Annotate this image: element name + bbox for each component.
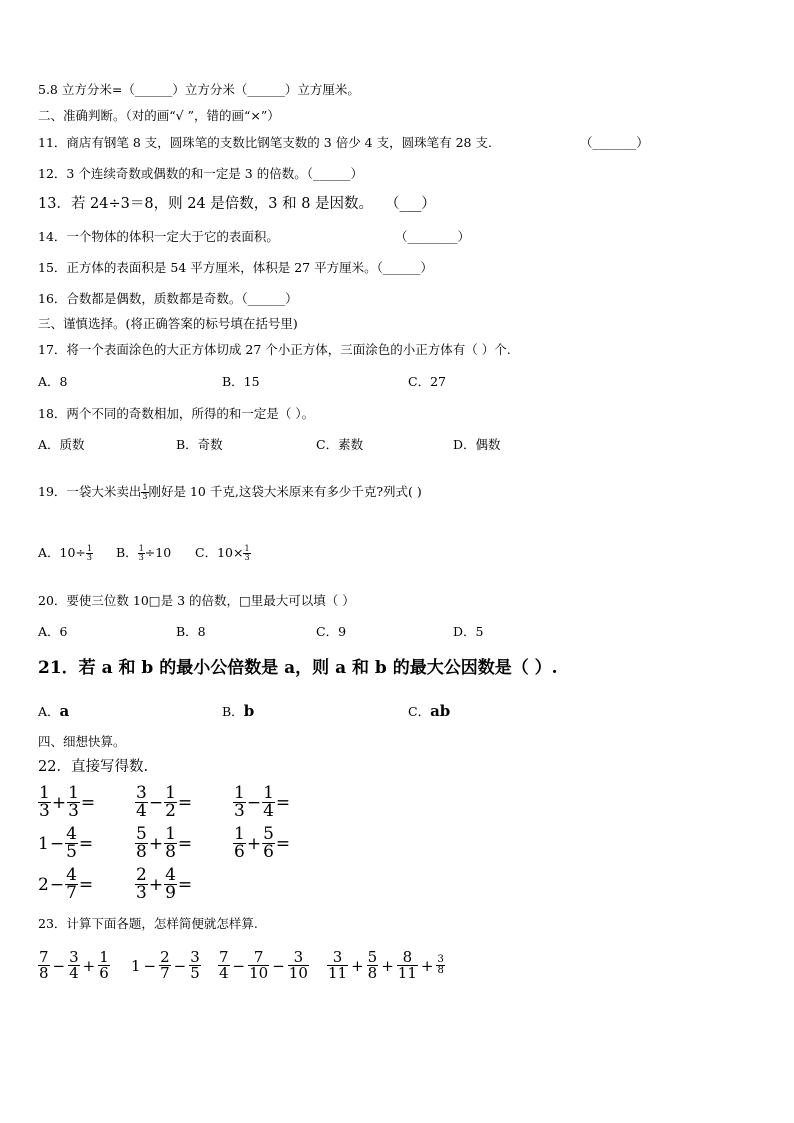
q20-option-c[interactable]: C．9 <box>316 624 347 639</box>
q17-option-b[interactable]: B．15 <box>222 374 260 389</box>
q19-text-pre: 19．一袋大米卖出 <box>38 484 142 499</box>
section-3-title: 三、谨慎选择。(将正确答案的标号填在括号里) <box>38 316 298 331</box>
operator: − <box>49 833 65 854</box>
fraction: $\frac{1}{2}$ <box>165 783 176 821</box>
q20-text: 20．要使三位数 10□是 3 的倍数，□里最大可以填（ ） <box>38 593 355 608</box>
equals-sign: = <box>275 792 291 813</box>
fraction: $\frac{1}{6}$ <box>234 824 245 862</box>
q22-expression[interactable] <box>135 867 193 902</box>
fraction: $\frac{4}{7}$ <box>66 865 77 903</box>
q22-expression[interactable] <box>135 826 193 861</box>
fraction: $\frac{7}{10}$ <box>249 948 269 982</box>
q20-option-d[interactable]: D．5 <box>453 624 484 639</box>
q19-fraction: $\frac{1}{3}$ <box>142 483 148 501</box>
q19-text-post: 刚好是 10 千克,这袋大米原来有多少千克?列式( ) <box>148 484 422 499</box>
q13-text: 13．若 24÷3＝8，则 24 是倍数，3 和 8 是因数。 <box>38 196 374 212</box>
operator: − <box>246 792 262 813</box>
equals-sign: = <box>177 874 193 895</box>
fraction: $\frac{5}{8}$ <box>136 824 147 862</box>
whole-number: 1 <box>38 833 49 854</box>
fraction: $\frac{7}{4}$ <box>219 948 229 982</box>
q18-option-d[interactable]: D．偶数 <box>453 437 501 452</box>
equals-sign: = <box>78 833 94 854</box>
q22-expression[interactable] <box>233 785 291 820</box>
operator: − <box>148 792 164 813</box>
q21-option-a[interactable]: A．a <box>38 702 70 720</box>
q17-text: 17．将一个表面涂色的大正方体切成 27 个小正方体，三面涂色的小正方体有（ ）个. <box>38 342 511 357</box>
q16-text: 16．合数都是偶数，质数都是奇数。（______） <box>38 291 298 306</box>
operator: + <box>148 833 164 854</box>
fraction: $\frac{5}{6}$ <box>263 824 274 862</box>
fraction: $\frac{3}{5}$ <box>190 948 200 982</box>
q18-text: 18．两个不同的奇数相加，所得的和一定是（ ）。 <box>38 406 315 421</box>
fraction: $\frac{2}{7}$ <box>160 948 170 982</box>
q14-text: 14．一个物体的体积一定大于它的表面积。 <box>38 229 279 244</box>
whole-number: 2 <box>38 874 49 895</box>
q22-expression[interactable] <box>38 826 94 861</box>
fraction: $\frac{3}{10}$ <box>288 948 308 982</box>
operator: + <box>420 956 434 975</box>
equals-sign: = <box>275 833 291 854</box>
q22-expression[interactable] <box>38 867 94 902</box>
fraction: $\frac{3}{4}$ <box>136 783 147 821</box>
q19-option-a[interactable]: A．10÷ $\frac{1}{3}$ <box>38 544 93 562</box>
q23-text: 23．计算下面各题，怎样简便就怎样算. <box>38 916 258 931</box>
fraction: $\frac{1}{3}$ <box>39 783 50 821</box>
q20-option-a[interactable]: A．6 <box>38 624 68 639</box>
fraction: $\frac{1}{8}$ <box>165 824 176 862</box>
operator: + <box>51 792 67 813</box>
q14-blank[interactable]: （________） <box>395 229 471 244</box>
operator: − <box>173 956 187 975</box>
q21-option-b[interactable]: B．b <box>222 702 255 720</box>
operator: + <box>148 874 164 895</box>
fraction: $\frac{4}{9}$ <box>165 865 176 903</box>
q10-tail: 5.8 立方分米=（______）立方分米（______）立方厘米。 <box>38 82 360 97</box>
equals-sign: = <box>177 833 193 854</box>
fraction: $\frac{1}{4}$ <box>263 783 274 821</box>
fraction: $\frac{1}{3}$ <box>234 783 245 821</box>
operator: + <box>82 956 96 975</box>
q19-option-b[interactable]: B． $\frac{1}{3}$ ÷10 <box>116 544 172 562</box>
fraction: $\frac{3}{4}$ <box>69 948 79 982</box>
fraction: $\frac{2}{3}$ <box>136 865 147 903</box>
q21-option-c[interactable]: C．ab <box>408 702 451 720</box>
q18-option-a[interactable]: A．质数 <box>38 437 85 452</box>
operator: − <box>143 956 157 975</box>
q22-expression[interactable] <box>135 785 193 820</box>
operator: + <box>351 956 364 975</box>
q23-expression[interactable] <box>38 950 110 981</box>
fraction: $\frac{3}{11}$ <box>328 948 348 982</box>
whole-number: 1 <box>131 956 141 975</box>
q19-option-c[interactable]: C．10× $\frac{1}{3}$ <box>195 544 250 562</box>
q22-expression[interactable] <box>38 785 96 820</box>
q18-option-c[interactable]: C．素数 <box>316 437 364 452</box>
q22-text: 22．直接写得数. <box>38 759 149 775</box>
operator: − <box>52 956 66 975</box>
section-2-title: 二、准确判断。（对的画“√ ”，错的画“×”） <box>38 108 280 123</box>
equals-sign: = <box>78 874 94 895</box>
operator: − <box>49 874 65 895</box>
operator: + <box>246 833 262 854</box>
q17-option-a[interactable]: A．8 <box>38 374 68 389</box>
q11-blank[interactable]: （_______） <box>580 135 649 150</box>
fraction: $\frac{3}{8}$ <box>437 954 444 976</box>
operator: + <box>381 956 394 975</box>
operator: − <box>272 956 285 975</box>
q15-text: 15．正方体的表面积是 54 平方厘米，体积是 27 平方厘米。（______） <box>38 260 433 275</box>
fraction: $\frac{5}{8}$ <box>367 948 378 982</box>
fraction: $\frac{7}{8}$ <box>39 948 49 982</box>
q23-expression[interactable] <box>218 950 309 981</box>
q22-expression[interactable] <box>233 826 291 861</box>
q13-blank[interactable]: （___） <box>385 196 436 212</box>
fraction: $\frac{1}{6}$ <box>99 948 109 982</box>
q11-text: 11．商店有钢笔 8 支，圆珠笔的支数比钢笔支数的 3 倍少 4 支，圆珠笔有 28 支. <box>38 135 492 150</box>
q23-expression[interactable] <box>327 950 445 981</box>
q21-text: 21．若 a 和 b 的最小公倍数是 a，则 a 和 b 的最大公因数是（ ）. <box>38 658 558 678</box>
q23-expression[interactable] <box>131 950 201 981</box>
section-4-title: 四、细想快算。 <box>38 734 126 749</box>
fraction: $\frac{8}{11}$ <box>397 948 417 982</box>
fraction: $\frac{4}{5}$ <box>66 824 77 862</box>
q17-option-c[interactable]: C．27 <box>408 374 446 389</box>
q20-option-b[interactable]: B．8 <box>176 624 206 639</box>
equals-sign: = <box>177 792 193 813</box>
q18-option-b[interactable]: B．奇数 <box>176 437 223 452</box>
q19-text <box>38 484 422 501</box>
operator: − <box>232 956 246 975</box>
fraction: $\frac{1}{3}$ <box>68 783 79 821</box>
q12-text: 12．3 个连续奇数或偶数的和一定是 3 的倍数。（______） <box>38 166 363 181</box>
equals-sign: = <box>80 792 96 813</box>
